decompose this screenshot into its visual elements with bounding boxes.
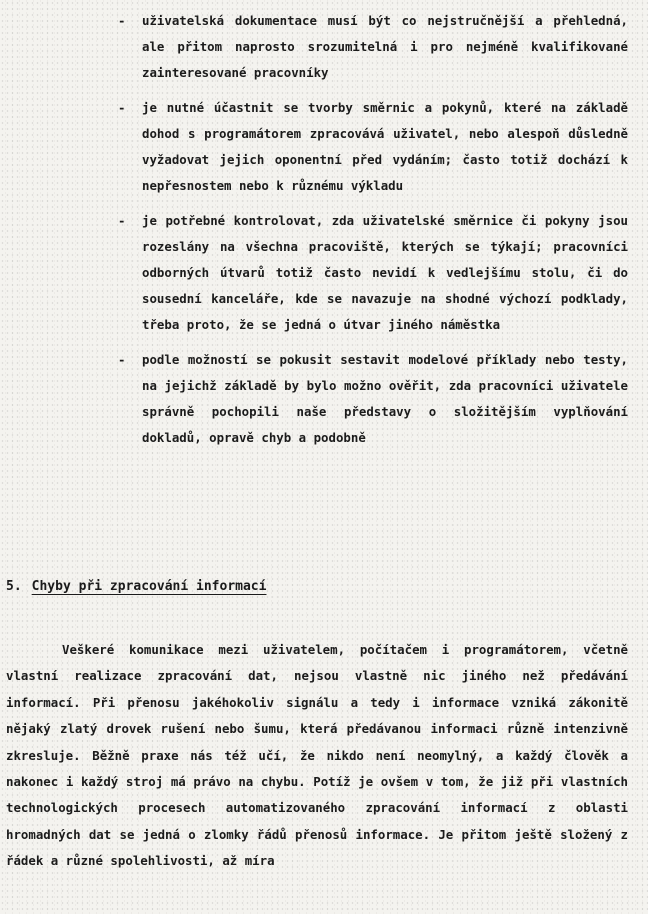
bullet-dash: -: [118, 213, 126, 228]
section-heading: [6, 574, 636, 600]
list-item: [118, 208, 628, 338]
bullet-dash: -: [118, 100, 126, 115]
section-number: 5.: [6, 579, 22, 594]
bullet-list: [118, 8, 628, 460]
bullet-text: podle možností se pokusit sestavit modelové příklady nebo testy, na jejichž základě by bylo možno ověřit, zda pracovníci uživatele správně pochopili naše představy o složitějším vyplňování dokladů, opravě chyb a podobně: [142, 352, 628, 445]
body-paragraph: Veškeré komunikace mezi uživatelem, počítačem i programátorem, včetně vlastní realizace zpracování dat, nejsou vlastně nic jiného než předávání informací. Při přenosu jakéhokoliv signálu a tedy i informace vzniká zákonitě nějaký zlatý drovek rušení nebo šumu, která předávanou informaci různě intenzivně zkresluje. Běžně praxe nás též učí, že nikdo není neomylný, a každý člověk a nakonec i každý stroj má právo na chybu. Potíž je ovšem v tom, že již při vlastních technologických procesech automatizovaného zpracování informací z oblasti hromadných dat se jedná o zlomky řádů přenosů informace. Je přitom ještě složený z řádek a různé spolehlivosti, až míra: [6, 642, 628, 869]
bullet-dash: -: [118, 352, 126, 367]
list-item: [118, 95, 628, 199]
bullet-text: uživatelská dokumentace musí být co nejstručnější a přehledná, ale přitom naprosto srozumitelná i pro nejméně kvalifikované zainteresované pracovníky: [142, 13, 628, 80]
section-title: Chyby při zpracování informací: [31, 579, 267, 594]
bullet-dash: -: [118, 13, 126, 28]
list-item: [118, 8, 628, 86]
bullet-text: je potřebné kontrolovat, zda uživatelské směrnice či pokyny jsou rozeslány na všechna pracoviště, kterých se týkají; pracovníci odborných útvarů totiž často nevidí k vedlejšímu stolu, či do sousední kanceláře, kde se navazuje na shodné výchozí podklady, třeba proto, že se jedná o útvar jiného náměstka: [142, 213, 628, 332]
bullet-text: je nutné účastnit se tvorby směrnic a pokynů, které na základě dohod s programátorem zpracovává uživatel, nebo alespoň důsledně vyžadovat jejich oponentní před vydáním; často totiž dochází k nepřesnostem nebo k různému výkladu: [142, 100, 628, 193]
list-item: [118, 347, 628, 451]
